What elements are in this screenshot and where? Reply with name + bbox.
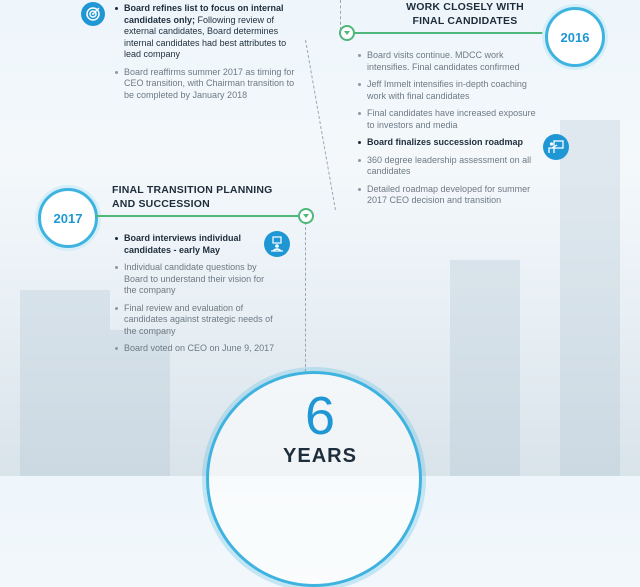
timeline-node (298, 208, 314, 224)
chevron-down-icon (303, 214, 309, 218)
target-icon (85, 6, 101, 22)
heading-line: AND SUCCESSION (112, 198, 210, 210)
heading-line: FINAL CANDIDATES (412, 15, 518, 27)
list-item: Board voted on CEO on June 9, 2017 (115, 343, 275, 355)
connector-line (346, 32, 546, 34)
chevron-down-icon (344, 31, 350, 35)
section-heading-2016 (390, 0, 540, 28)
list-item: 360 degree leadership assessment on all candidates (358, 155, 538, 178)
section-heading-2017 (112, 183, 292, 211)
years-number: 6 (304, 386, 336, 446)
list-item: Individual candidate questions by Board to understand their vision for the company (115, 262, 275, 297)
list-item: Board refines list to focus on internal candidates only; Following review of external candidates, Board determines internal candidates had best attributes to lead company (115, 3, 300, 61)
heading-line: FINAL TRANSITION PLANNING (112, 184, 273, 196)
timeline-dashed-line (340, 0, 341, 30)
timeline-dashed-line (305, 222, 306, 372)
timeline-dashed-line (305, 40, 336, 210)
list-item: Board visits continue. MDCC work intensifies. Final candidates confirmed (358, 50, 538, 73)
presentation-badge (543, 134, 569, 160)
top-left-list (115, 3, 300, 107)
presentation-icon (548, 139, 564, 155)
list-item: Board interviews individual candidates - early May (115, 233, 275, 256)
list-item: Final review and evaluation of candidates against strategic needs of the company (115, 303, 275, 338)
interview-icon (269, 236, 285, 252)
list-item: Jeff Immelt intensifies in-depth coaching work with final candidates (358, 79, 538, 102)
year-badge-2016: 2016 (545, 7, 605, 67)
years-label: YEARS (283, 445, 357, 467)
list-item: Board reaffirms summer 2017 as timing for CEO transition, with Chairman transition to be completed by January 2018 (115, 67, 300, 102)
timeline-node (339, 25, 355, 41)
connector-line (95, 215, 300, 217)
list-item: Detailed roadmap developed for summer 2017 CEO decision and transition (358, 184, 538, 207)
interview-badge (264, 231, 290, 257)
target-badge (81, 2, 105, 26)
list-item: Board finalizes succession roadmap (358, 137, 538, 149)
year-badge-2017: 2017 (38, 188, 98, 248)
list-item: Final candidates have increased exposure to investors and media (358, 108, 538, 131)
list-2016 (358, 50, 538, 213)
list-2017 (115, 233, 275, 361)
heading-line: WORK CLOSELY WITH (406, 1, 524, 13)
